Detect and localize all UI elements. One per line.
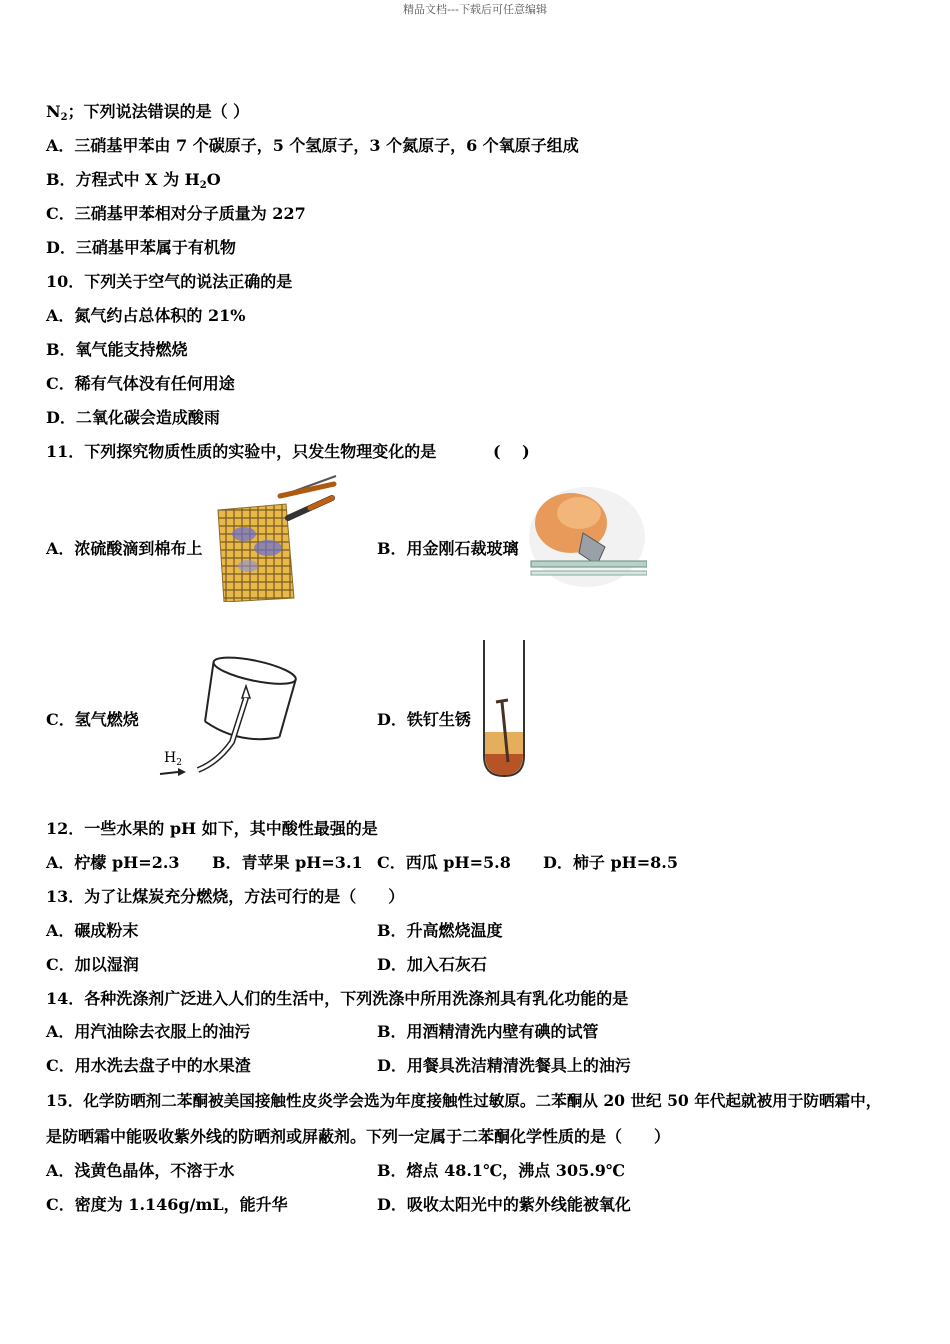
h2-label [164,750,182,768]
q14-option-b[interactable]: B．用酒精清洗内壁有碘的试管 [377,1022,599,1041]
q14-option-c[interactable]: C．用水洗去盘子中的水果渣 [46,1056,251,1075]
hydrogen-burning-image [158,652,298,782]
q13-stem: 13．为了让煤炭充分燃烧，方法可行的是（ ） [46,887,405,906]
iron-nail-tube-image [478,636,530,780]
q9-b-pre: B．方程式中 X 为 H [46,170,200,189]
q9-option-b[interactable] [46,170,221,196]
q9-stem-post: ；下列说法错误的是（ ） [67,102,250,121]
q10-option-c[interactable]: C．稀有气体没有任何用途 [46,374,235,393]
q9-b-post: O [206,170,221,189]
q9-option-d[interactable]: D．三硝基甲苯属于有机物 [46,238,236,257]
page-header: 精品文档---下载后可任意编辑 [403,3,547,16]
q12-option-d[interactable]: D．柿子 pH=8.5 [543,853,678,872]
q12-option-a[interactable]: A．柠檬 pH=2.3 [46,853,180,872]
q9-stem-sub: 2 [60,112,68,123]
q9-stem-pre: N [46,102,61,121]
cloth-acid-image [214,474,340,602]
q9-option-c[interactable]: C．三硝基甲苯相对分子质量为 227 [46,204,306,223]
q11-stem: 11．下列探究物质性质的实验中，只发生物理变化的是 [46,442,437,461]
q11-option-a[interactable]: A．浓硫酸滴到棉布上 [46,539,203,558]
q15-option-b[interactable]: B．熔点 48.1℃，沸点 305.9℃ [377,1161,626,1180]
q12-option-c[interactable]: C．西瓜 pH=5.8 [377,853,511,872]
h2-label-main: H [164,750,177,766]
q15-stem-line1: 15．化学防晒剂二苯酮被美国接触性皮炎学会选为年度接触性过敏原。二苯酮从 20 世纪 50 年代起就被用于防晒霜中， [46,1091,882,1110]
q11-option-b[interactable]: B．用金刚石裁玻璃 [377,539,519,558]
q14-stem: 14．各种洗涤剂广泛进入人们的生活中，下列洗涤中所用洗涤剂具有乳化功能的是 [46,989,629,1008]
q13-option-d[interactable]: D．加入石灰石 [377,955,487,974]
q15-stem-line2: 是防晒霜中能吸收紫外线的防晒剂或屏蔽剂。下列一定属于二苯酮化学性质的是（ ） [46,1127,671,1146]
q9-b-sub: 2 [199,180,207,191]
q15-option-d[interactable]: D．吸收太阳光中的紫外线能被氧化 [377,1195,631,1214]
q10-stem: 10．下列关于空气的说法正确的是 [46,272,293,291]
q10-option-a[interactable]: A．氮气约占总体积的 21% [46,306,246,325]
q12-stem: 12．一些水果的 pH 如下，其中酸性最强的是 [46,819,378,838]
q9-option-a[interactable]: A．三硝基甲苯由 7 个碳原子，5 个氢原子，3 个氮原子，6 个氧原子组成 [46,136,579,155]
q10-option-d[interactable]: D．二氧化碳会造成酸雨 [46,408,220,427]
q12-option-b[interactable]: B．青苹果 pH=3.1 [212,853,363,872]
q10-option-b[interactable]: B．氧气能支持燃烧 [46,340,188,359]
q15-option-a[interactable]: A．浅黄色晶体，不溶于水 [46,1161,235,1180]
q11-answer-paren: ( ) [493,442,530,461]
q9-stem [46,102,249,128]
q14-option-d[interactable]: D．用餐具洗洁精清洗餐具上的油污 [377,1056,631,1075]
q11-option-d[interactable]: D．铁钉生锈 [377,710,471,729]
q14-option-a[interactable]: A．用汽油除去衣服上的油污 [46,1022,251,1041]
q13-option-b[interactable]: B．升高燃烧温度 [377,921,503,940]
diamond-glass-image [525,487,647,597]
q13-option-c[interactable]: C．加以湿润 [46,955,139,974]
h2-label-sub: 2 [176,758,182,768]
q13-option-a[interactable]: A．碾成粉末 [46,921,139,940]
q15-option-c[interactable]: C．密度为 1.146g/mL，能升华 [46,1195,288,1214]
q11-option-c[interactable]: C．氢气燃烧 [46,710,139,729]
